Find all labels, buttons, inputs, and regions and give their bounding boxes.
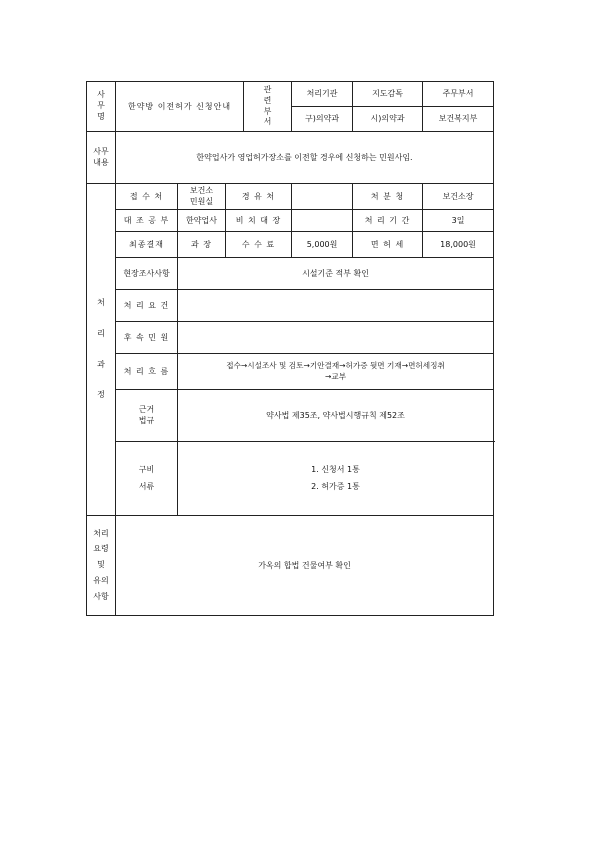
follow-up-row <box>87 322 494 354</box>
documents-label: 구비 서류 <box>116 442 178 516</box>
guide-table <box>86 81 494 616</box>
flow-label: 처 리 흐 름 <box>116 354 178 390</box>
flow-row <box>87 354 494 390</box>
applicant-label: 대 조 공 부 <box>116 210 178 232</box>
fee-value: 5,000원 <box>292 232 353 258</box>
license-tax-value: 18,000원 <box>423 232 494 258</box>
guide-form <box>86 81 493 616</box>
notes-label: 처리 요령 및 유의 사항 <box>87 516 116 616</box>
via-value <box>292 184 353 210</box>
header-val-main-dept: 보건복지부 <box>423 107 494 132</box>
notes-row <box>87 516 494 616</box>
requirements-row <box>87 290 494 322</box>
ledger-value <box>292 210 353 232</box>
documents-row <box>87 442 494 516</box>
license-tax-label: 면 허 세 <box>353 232 423 258</box>
related-dept-label: 관 련 부 서 <box>244 82 292 132</box>
documents-list <box>178 442 494 516</box>
dispose-value: 보건소장 <box>423 184 494 210</box>
flow-line-1: 접수→시설조사 및 검토→기안결재→허가증 뒷면 기재→면허세징취 <box>226 361 445 371</box>
period-label: 처 리 기 간 <box>353 210 423 232</box>
site-check-label: 현장조사사항 <box>116 258 178 290</box>
content-label: 사무 내용 <box>87 132 116 184</box>
header-col-supervision: 지도감독 <box>353 82 423 107</box>
requirements-value <box>178 290 494 322</box>
flow-value <box>178 354 494 390</box>
site-check-value: 시설기준 적부 확인 <box>178 258 494 290</box>
applicant-value: 한약업사 <box>178 210 226 232</box>
header-val-supervision: 시)의약과 <box>353 107 423 132</box>
header-row-1 <box>87 82 494 107</box>
follow-up-label: 후 속 민 원 <box>116 322 178 354</box>
ledger-label: 비 치 대 장 <box>226 210 292 232</box>
process-row-2 <box>87 210 494 232</box>
period-value: 3일 <box>423 210 494 232</box>
flow-line-2: →교부 <box>325 371 347 381</box>
reception-label: 접 수 처 <box>116 184 178 210</box>
basis-text: 약사법 제35조, 약사법시행규칙 제52조 <box>178 390 494 442</box>
reception-value: 보건소 민원실 <box>178 184 226 210</box>
dispose-label: 처 분 청 <box>353 184 423 210</box>
process-side-label: 처 리 과 정 <box>87 184 116 516</box>
final-approval-value: 과 장 <box>178 232 226 258</box>
page-title: 한약방 이전허가 신청안내 <box>116 82 244 132</box>
header-val-processing-agency: 구)의약과 <box>292 107 353 132</box>
header-col-processing-agency: 처리기관 <box>292 82 353 107</box>
via-label: 경 유 처 <box>226 184 292 210</box>
requirements-label: 처 리 요 건 <box>116 290 178 322</box>
site-check-row <box>87 258 494 290</box>
process-row-3 <box>87 232 494 258</box>
header-col-main-dept: 주무부서 <box>423 82 494 107</box>
fee-label: 수 수 료 <box>226 232 292 258</box>
notes-text: 가옥의 합법 건물여부 확인 <box>116 516 494 616</box>
final-approval-label: 최종결재 <box>116 232 178 258</box>
process-row-1 <box>87 184 494 210</box>
document-item: 1. 신청서 1통 <box>311 464 360 474</box>
document-item: 2. 허가증 1통 <box>311 481 360 491</box>
content-row <box>87 132 494 184</box>
basis-label: 근거 법규 <box>116 390 178 442</box>
content-text: 한약업사가 영업허가장소를 이전할 경우에 신청하는 민원사임. <box>116 132 494 184</box>
basis-row <box>87 390 494 442</box>
affairs-name-label: 사 무 명 <box>87 82 116 132</box>
follow-up-value <box>178 322 494 354</box>
